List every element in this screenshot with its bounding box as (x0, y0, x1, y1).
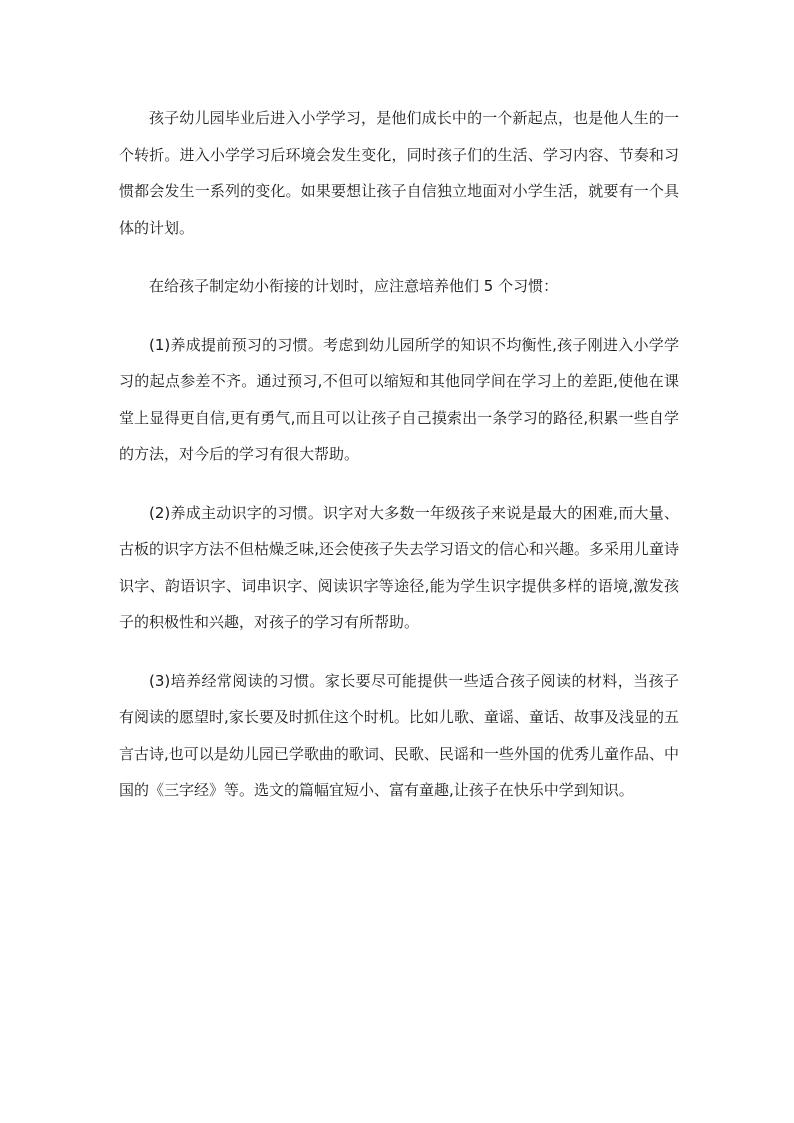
document-body (119, 100, 679, 831)
paragraph-habit-reading: (3)培养经常阅读的习惯。家长要尽可能提供一些适合孩子阅读的材料，当孩子有阅读的愿望时,家长要及时抓住这个时机。比如儿歌、童谣、童话、故事及浅显的五言古诗,也可以是幼儿园已学歌曲的歌词、民歌、民谣和一些外国的优秀儿童作品、中国的《三字经》等。选文的篇幅宜短小、富有童趣,让孩子在快乐中学到知识。 (119, 671, 679, 799)
paragraph-habits-lead: 在给孩子制定幼小衔接的计划时，应注意培养他们 5 个习惯： (149, 277, 559, 295)
paragraph-habit-literacy: (2)养成主动识字的习惯。识字对大多数一年级孩子来说是最大的困难,而大量、古板的识字方法不但枯燥乏味,还会使孩子失去学习语文的信心和兴趣。多采用儿童诗识字、韵语识字、词串识字、阅读识字等途径,能为学生识字提供多样的语境,激发孩子的积极性和兴趣，对孩子的学习有所帮助。 (119, 503, 679, 631)
paragraph-intro: 孩子幼儿园毕业后进入小学学习，是他们成长中的一个新起点，也是他人生的一个转折。进入小学学习后环境会发生变化，同时孩子们的生活、学习内容、节奏和习惯都会发生一系列的变化。如果要想让孩子自信独立地面对小学生活，就要有一个具体的计划。 (119, 109, 679, 237)
paragraph-habit-preview: (1)养成提前预习的习惯。考虑到幼儿园所学的知识不均衡性,孩子刚进入小学学习的起点参差不齐。通过预习,不但可以缩短和其他同学间在学习上的差距,使他在课堂上显得更自信,更有勇气,而且可以让孩子自己摸索出一条学习的路径,积累一些自学的方法，对今后的学习有很大帮助。 (119, 335, 679, 463)
